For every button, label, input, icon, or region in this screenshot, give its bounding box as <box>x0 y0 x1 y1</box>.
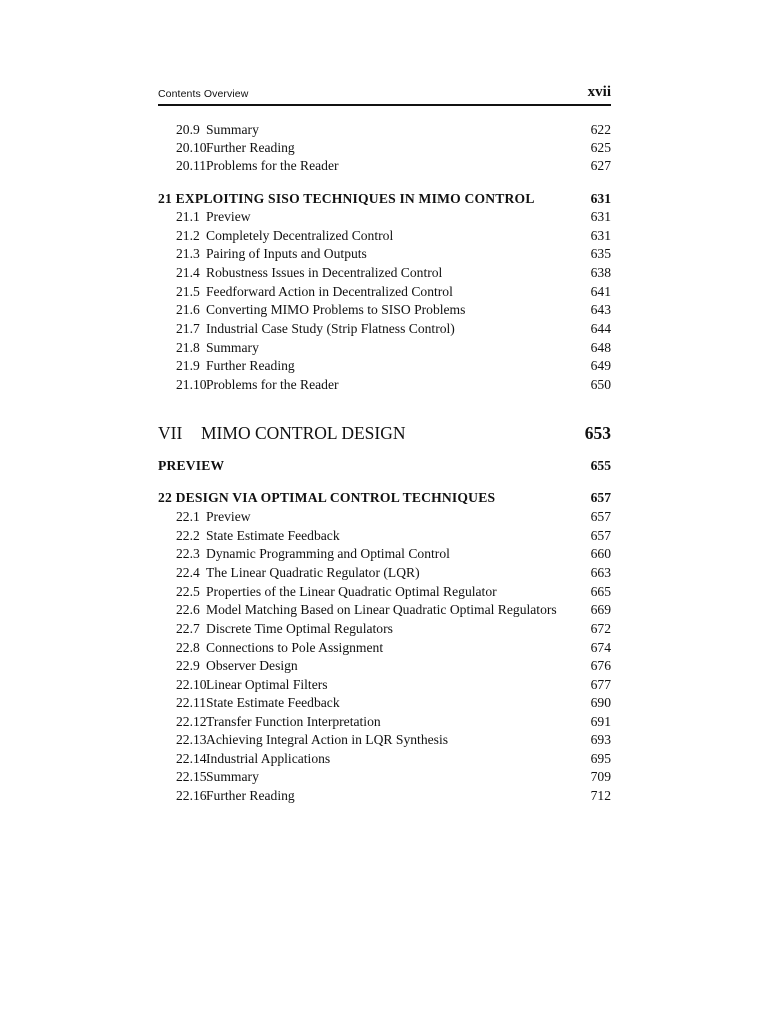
section-number: 20.11 <box>176 158 207 173</box>
chapter-title: 22 DESIGN VIA OPTIMAL CONTROL TECHNIQUES <box>158 490 496 505</box>
section-number: 22.5 <box>176 584 200 599</box>
toc-entry[interactable] <box>158 357 611 375</box>
section-page: 693 <box>590 732 611 747</box>
toc-entry[interactable] <box>158 283 611 301</box>
section-number: 21.2 <box>176 228 200 243</box>
toc-entry[interactable] <box>158 564 611 582</box>
section-page: 709 <box>590 769 611 784</box>
toc-entry[interactable] <box>158 639 611 657</box>
toc-entry[interactable] <box>158 139 611 157</box>
section-page: 627 <box>590 158 611 173</box>
section-title: Feedforward Action in Decentralized Control <box>206 284 453 299</box>
toc-entry[interactable] <box>158 227 611 245</box>
section-page: 622 <box>590 122 611 137</box>
section-page: 672 <box>590 621 611 636</box>
section-number: 22.4 <box>176 565 200 580</box>
toc-entry[interactable] <box>158 527 611 545</box>
toc-entry[interactable] <box>158 657 611 675</box>
section-title: Preview <box>206 209 251 224</box>
toc-entry[interactable] <box>158 750 611 768</box>
part-title: MIMO CONTROL DESIGN <box>201 423 406 443</box>
section-number: 21.5 <box>176 284 200 299</box>
section-number: 21.9 <box>176 358 200 373</box>
part-page: 653 <box>584 423 611 443</box>
section-page: 657 <box>590 528 611 543</box>
header-section-title: Contents Overview <box>158 88 249 100</box>
toc-chapter-22[interactable] <box>158 489 611 507</box>
toc-entry[interactable] <box>158 583 611 601</box>
section-page: 712 <box>590 788 611 803</box>
section-number: 21.10 <box>176 377 207 392</box>
toc-entry[interactable] <box>158 601 611 619</box>
section-page: 674 <box>590 640 611 655</box>
section-page: 676 <box>590 658 611 673</box>
section-page: 657 <box>590 509 611 524</box>
toc-chapter-21[interactable] <box>158 190 611 208</box>
toc-entry[interactable] <box>158 676 611 694</box>
section-title: Problems for the Reader <box>206 377 339 392</box>
section-number: 21.6 <box>176 302 200 317</box>
section-title: Further Reading <box>206 140 295 155</box>
section-title: Further Reading <box>206 358 295 373</box>
section-page: 635 <box>590 246 611 261</box>
section-number: 22.11 <box>176 695 207 710</box>
section-number: 21.8 <box>176 340 200 355</box>
toc-entry[interactable] <box>158 121 611 139</box>
section-page: 690 <box>590 695 611 710</box>
section-page: 649 <box>590 358 611 373</box>
toc-entry[interactable] <box>158 245 611 263</box>
section-title: State Estimate Feedback <box>206 528 340 543</box>
section-title: Further Reading <box>206 788 295 803</box>
section-page: 631 <box>590 209 611 224</box>
section-page: 650 <box>590 377 611 392</box>
chapter-page: 631 <box>590 191 611 206</box>
section-page: 644 <box>590 321 611 336</box>
preview-page: 655 <box>590 458 611 473</box>
section-page: 691 <box>590 714 611 729</box>
toc-entry[interactable] <box>158 339 611 357</box>
section-page: 625 <box>590 140 611 155</box>
section-title: Summary <box>206 122 259 137</box>
header-page-number: xvii <box>587 84 611 100</box>
section-number: 21.4 <box>176 265 200 280</box>
toc-entry[interactable] <box>158 208 611 226</box>
toc-entry[interactable] <box>158 301 611 319</box>
section-number: 22.14 <box>176 751 207 766</box>
toc-entry[interactable] <box>158 694 611 712</box>
toc-entry[interactable] <box>158 713 611 731</box>
section-page: 665 <box>590 584 611 599</box>
section-title: Properties of the Linear Quadratic Optimal Regulator <box>206 584 497 599</box>
section-title: Observer Design <box>206 658 298 673</box>
section-number: 22.13 <box>176 732 207 747</box>
toc-entry[interactable] <box>158 376 611 394</box>
section-number: 22.15 <box>176 769 207 784</box>
section-title: Linear Optimal Filters <box>206 677 328 692</box>
section-title: Problems for the Reader <box>206 158 339 173</box>
toc-preview[interactable] <box>158 457 611 475</box>
section-number: 22.16 <box>176 788 207 803</box>
section-title: Dynamic Programming and Optimal Control <box>206 546 450 561</box>
toc-entry[interactable] <box>158 768 611 786</box>
section-page: 648 <box>590 340 611 355</box>
section-title: Model Matching Based on Linear Quadratic Optimal Regulators <box>206 602 557 617</box>
toc-entry[interactable] <box>158 731 611 749</box>
section-title: Completely Decentralized Control <box>206 228 394 243</box>
section-title: Connections to Pole Assignment <box>206 640 384 655</box>
section-number: 22.7 <box>176 621 200 636</box>
section-title: Industrial Case Study (Strip Flatness Control) <box>206 321 455 336</box>
section-title: Achieving Integral Action in LQR Synthesis <box>206 732 449 747</box>
section-title: Industrial Applications <box>206 751 331 766</box>
toc-entry[interactable] <box>158 620 611 638</box>
section-page: 677 <box>590 677 611 692</box>
section-number: 22.9 <box>176 658 200 673</box>
section-page: 643 <box>590 302 611 317</box>
toc-entry[interactable] <box>158 508 611 526</box>
section-page: 663 <box>590 565 611 580</box>
section-title: Robustness Issues in Decentralized Control <box>206 265 443 280</box>
section-title: Pairing of Inputs and Outputs <box>206 246 367 261</box>
section-page: 631 <box>590 228 611 243</box>
toc-entry[interactable] <box>158 264 611 282</box>
section-page: 641 <box>590 284 611 299</box>
section-page: 660 <box>590 546 611 561</box>
section-number: 22.6 <box>176 602 200 617</box>
section-page: 669 <box>590 602 611 617</box>
section-number: 22.8 <box>176 640 200 655</box>
part-number: VII <box>158 423 183 443</box>
chapter-page: 657 <box>590 490 611 505</box>
section-title: Converting MIMO Problems to SISO Problems <box>206 302 466 317</box>
toc-entry[interactable] <box>158 545 611 563</box>
section-number: 22.3 <box>176 546 200 561</box>
section-number: 21.3 <box>176 246 200 261</box>
section-number: 22.1 <box>176 509 200 524</box>
section-number: 21.7 <box>176 321 200 336</box>
chapter-title: 21 EXPLOITING SISO TECHNIQUES IN MIMO CONTROL <box>158 191 535 206</box>
section-number: 22.12 <box>176 714 207 729</box>
section-page: 638 <box>590 265 611 280</box>
preview-title: PREVIEW <box>158 458 225 473</box>
section-page: 695 <box>590 751 611 766</box>
section-number: 22.10 <box>176 677 207 692</box>
section-number: 20.9 <box>176 122 200 137</box>
section-number: 21.1 <box>176 209 200 224</box>
section-title: Transfer Function Interpretation <box>206 714 381 729</box>
section-number: 20.10 <box>176 140 207 155</box>
toc-entry[interactable] <box>158 320 611 338</box>
section-title: Preview <box>206 509 251 524</box>
toc-entry[interactable] <box>158 157 611 175</box>
toc-entry[interactable] <box>158 787 611 805</box>
section-title: Discrete Time Optimal Regulators <box>206 621 393 636</box>
section-title: State Estimate Feedback <box>206 695 340 710</box>
section-title: The Linear Quadratic Regulator (LQR) <box>206 565 420 580</box>
running-header <box>158 86 611 106</box>
toc-part-vii[interactable] <box>158 422 611 444</box>
section-number: 22.2 <box>176 528 200 543</box>
section-title: Summary <box>206 340 259 355</box>
section-title: Summary <box>206 769 259 784</box>
